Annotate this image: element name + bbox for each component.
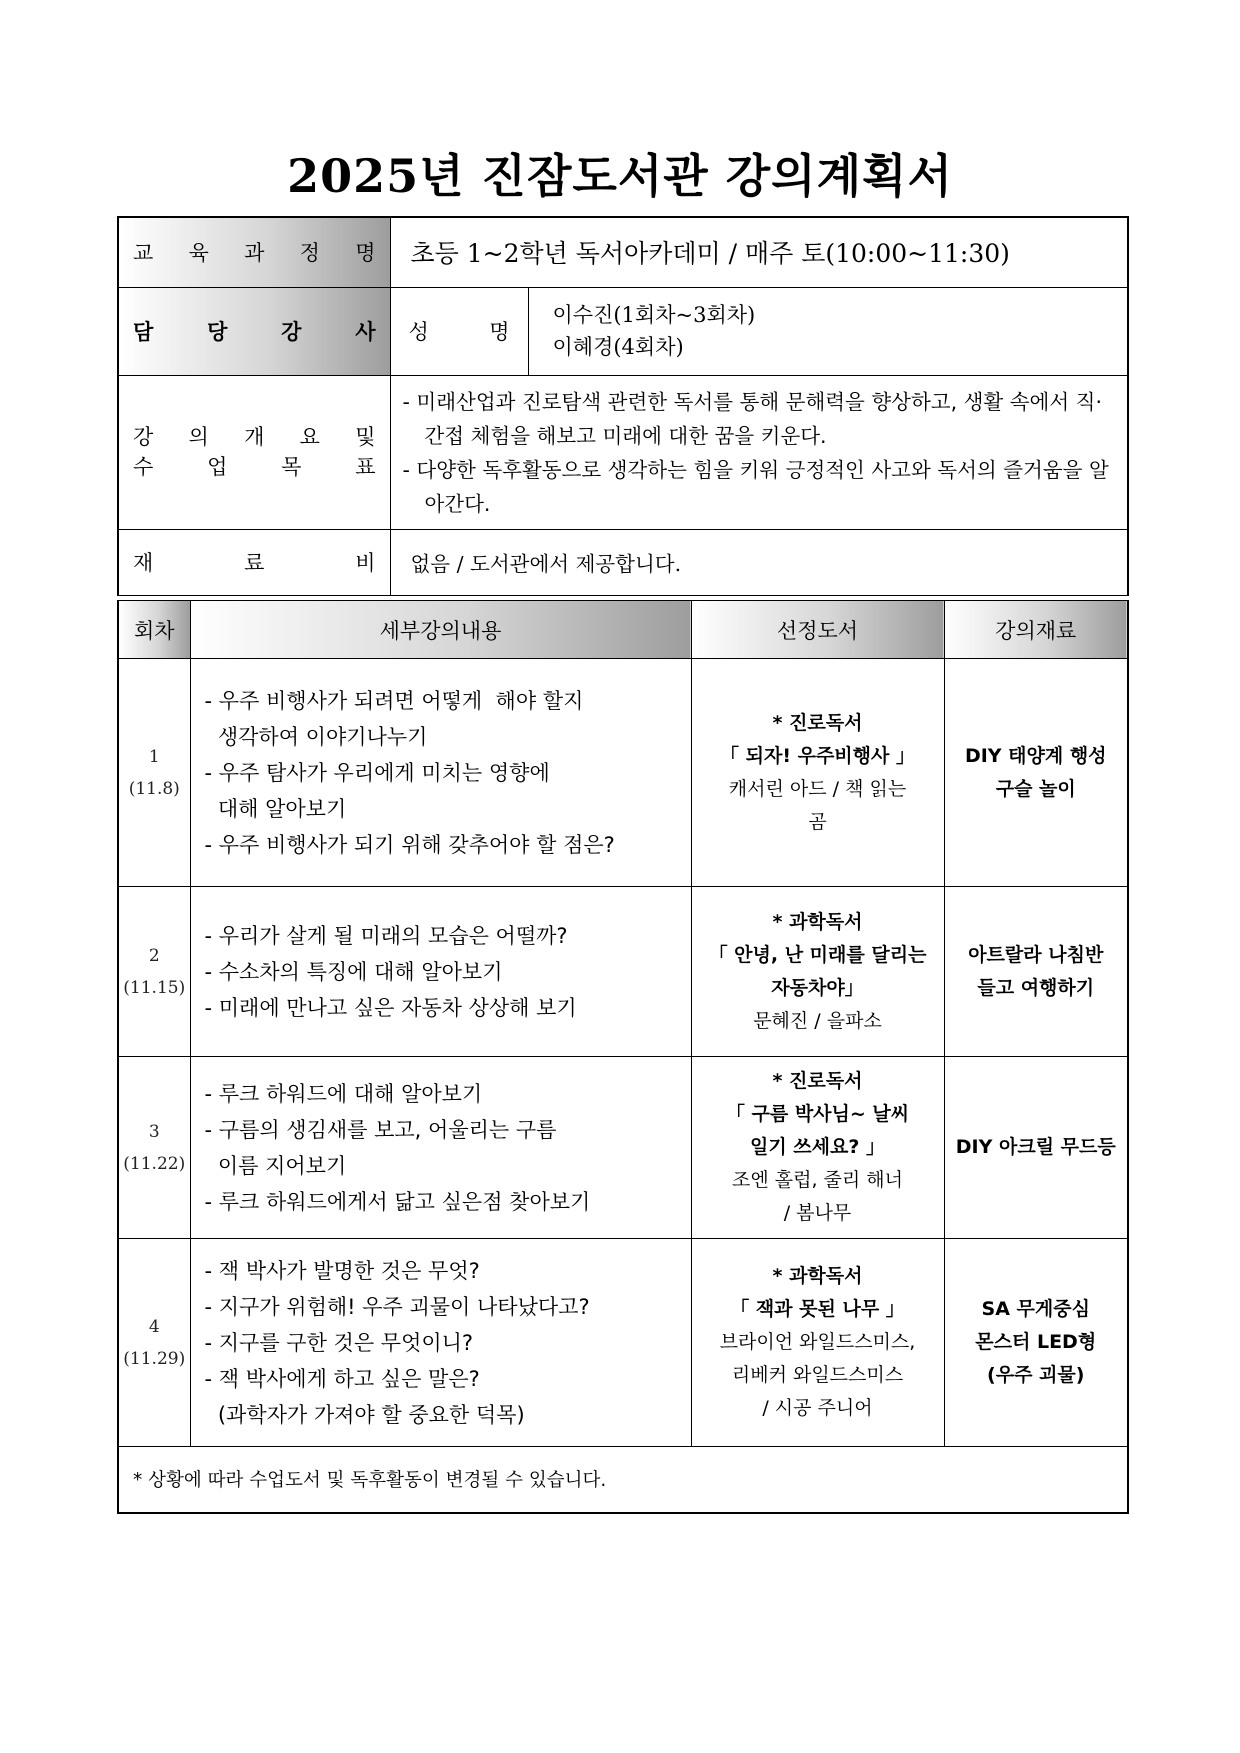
page-title: 2025년 진잠도서관 강의계획서 — [287, 149, 953, 203]
detail-cell — [190, 1239, 691, 1447]
detail-item: - 우주 비행사가 되기 위해 갖추어야 할 점은? — [204, 832, 615, 857]
book-author: / 시공 주니어 — [762, 1397, 873, 1419]
book-cell — [691, 887, 944, 1057]
material-cell — [944, 659, 1128, 887]
detail-item: - 루크 하워드에 대해 알아보기 — [204, 1081, 483, 1106]
book-category: * 과학독서 — [772, 910, 863, 933]
material-line: DIY 태양계 행성 — [964, 744, 1107, 767]
overview-item-2: - 다양한 독후활동으로 생각하는 힘을 키워 긍정적인 사고와 독서의 즐거움을 알아간다. — [402, 458, 1109, 516]
detail-item: - 루크 하워드에게서 닮고 싶은점 찾아보기 — [204, 1189, 591, 1214]
course-label-cell — [118, 217, 390, 287]
book-author: 곰 — [808, 810, 827, 833]
detail-item: - 잭 박사에게 하고 싶은 말은? — [204, 1366, 480, 1391]
detail-item: - 구름의 생김새를 보고, 어울리는 구름 — [204, 1117, 557, 1142]
overview-label-line2: 수 업 목 표 — [133, 455, 376, 479]
book-author: 리베커 와일드스미스 — [731, 1364, 904, 1386]
footnote: * 상황에 따라 수업도서 및 독후활동이 변경될 수 있습니다. — [118, 1447, 1128, 1513]
detail-item: 대해 알아보기 — [204, 796, 347, 821]
fee-value: 없음 / 도서관에서 제공합니다. — [390, 529, 1128, 595]
header-detail: 세부강의내용 — [190, 601, 691, 659]
course-value: 초등 1~2학년 독서아카데미 / 매주 토(10:00~11:30) — [390, 217, 1128, 287]
instructor-name-1: 이수진(1회차~3회차) — [552, 303, 756, 327]
instructor-names — [528, 287, 1128, 375]
session-number: 3 — [148, 1121, 160, 1142]
session-date: (11.29) — [123, 1348, 186, 1369]
course-info-table — [117, 216, 1129, 596]
session-date: (11.22) — [123, 1153, 186, 1174]
detail-item: - 지구가 위험해! 우주 괴물이 나타났다고? — [204, 1294, 590, 1319]
name-label-cell — [390, 287, 528, 375]
material-line: SA 무게중심 — [981, 1298, 1090, 1320]
overview-item-1: - 미래산업과 진로탐색 관련한 독서를 통해 문해력을 향상하고, 생활 속에서 직·간접 체험을 해보고 미래에 대한 꿈을 키운다. — [402, 390, 1102, 448]
fee-label-cell — [118, 529, 390, 595]
header-material: 강의재료 — [944, 601, 1128, 659]
session-cell — [118, 659, 190, 887]
material-line: 구슬 놀이 — [995, 777, 1076, 800]
book-title: 자동차야」 — [771, 976, 864, 999]
detail-item: - 우주 탐사가 우리에게 미치는 영향에 — [204, 760, 550, 785]
instructor-name-2: 이혜경(4회차) — [552, 335, 684, 359]
material-line: (우주 괴물) — [987, 1364, 1085, 1386]
book-cell — [691, 1057, 944, 1239]
detail-item: - 잭 박사가 발명한 것은 무엇? — [204, 1258, 480, 1283]
book-author: 브라이언 와일드스미스, — [719, 1331, 916, 1353]
material-cell — [944, 887, 1128, 1057]
name-label: 성 명 — [408, 320, 510, 344]
detail-item: (과학자가 가져야 할 중요한 덕목) — [204, 1402, 525, 1427]
schedule-table — [117, 600, 1129, 1514]
book-title: 「 구름 박사님~ 날씨 — [725, 1103, 910, 1125]
instructor-label-cell — [118, 287, 390, 375]
book-author: 조엔 홀럽, 줄리 해너 — [732, 1169, 903, 1191]
course-label: 교 육 과 정 명 — [133, 241, 376, 266]
detail-cell — [190, 659, 691, 887]
session-number: 2 — [148, 945, 160, 966]
table-row — [118, 1239, 1128, 1447]
book-cell — [691, 659, 944, 887]
detail-item: - 수소차의 특징에 대해 알아보기 — [204, 959, 503, 984]
fee-label: 재 료 비 — [133, 551, 376, 575]
book-author: 문혜진 / 을파소 — [753, 1009, 882, 1032]
book-category: * 진로독서 — [772, 711, 863, 734]
table-row — [118, 887, 1128, 1057]
header-book: 선정도서 — [691, 601, 944, 659]
material-cell — [944, 1057, 1128, 1239]
table-row — [118, 659, 1128, 887]
material-line: 몬스터 LED형 — [975, 1331, 1097, 1353]
header-session: 회차 — [118, 601, 190, 659]
overview-label-cell — [118, 375, 390, 529]
detail-item: - 미래에 만나고 싶은 자동차 상상해 보기 — [204, 995, 577, 1020]
detail-cell — [190, 887, 691, 1057]
detail-cell — [190, 1057, 691, 1239]
schedule-rows — [118, 659, 1128, 1447]
session-date: (11.15) — [123, 977, 186, 998]
book-author: / 봄나무 — [783, 1202, 852, 1224]
book-category: * 과학독서 — [772, 1265, 863, 1287]
detail-item: 생각하여 이야기나누기 — [204, 724, 428, 749]
book-author: 캐서린 아드 / 책 읽는 — [728, 777, 907, 800]
material-line: 들고 여행하기 — [977, 976, 1095, 999]
book-cell — [691, 1239, 944, 1447]
detail-item: - 지구를 구한 것은 무엇이니? — [204, 1330, 474, 1355]
session-cell — [118, 1239, 190, 1447]
detail-item: - 우리가 살게 될 미래의 모습은 어떨까? — [204, 923, 568, 948]
detail-item: - 우주 비행사가 되려면 어떻게 해야 할지 — [204, 688, 584, 713]
session-cell — [118, 1057, 190, 1239]
book-title: 「 되자! 우주비행사 」 — [720, 744, 915, 767]
book-title: 「 잭과 못된 나무 」 — [730, 1298, 905, 1320]
book-title: 「 안녕, 난 미래를 달리는 — [708, 943, 927, 966]
book-title: 일기 쓰세요? 」 — [749, 1136, 886, 1158]
overview-label-line1: 강 의 개 요 및 — [133, 425, 376, 449]
instructor-label: 담 당 강 사 — [133, 319, 376, 344]
session-cell — [118, 887, 190, 1057]
session-number: 4 — [148, 1316, 160, 1337]
book-category: * 진로독서 — [772, 1070, 863, 1092]
material-line: DIY 아크릴 무드등 — [955, 1136, 1116, 1158]
table-row — [118, 1057, 1128, 1239]
session-date: (11.8) — [128, 778, 180, 799]
material-cell — [944, 1239, 1128, 1447]
overview-text — [390, 375, 1128, 529]
detail-item: 이름 지어보기 — [204, 1153, 347, 1178]
session-number: 1 — [148, 746, 160, 767]
material-line: 아트랄라 나침반 — [968, 943, 1104, 966]
